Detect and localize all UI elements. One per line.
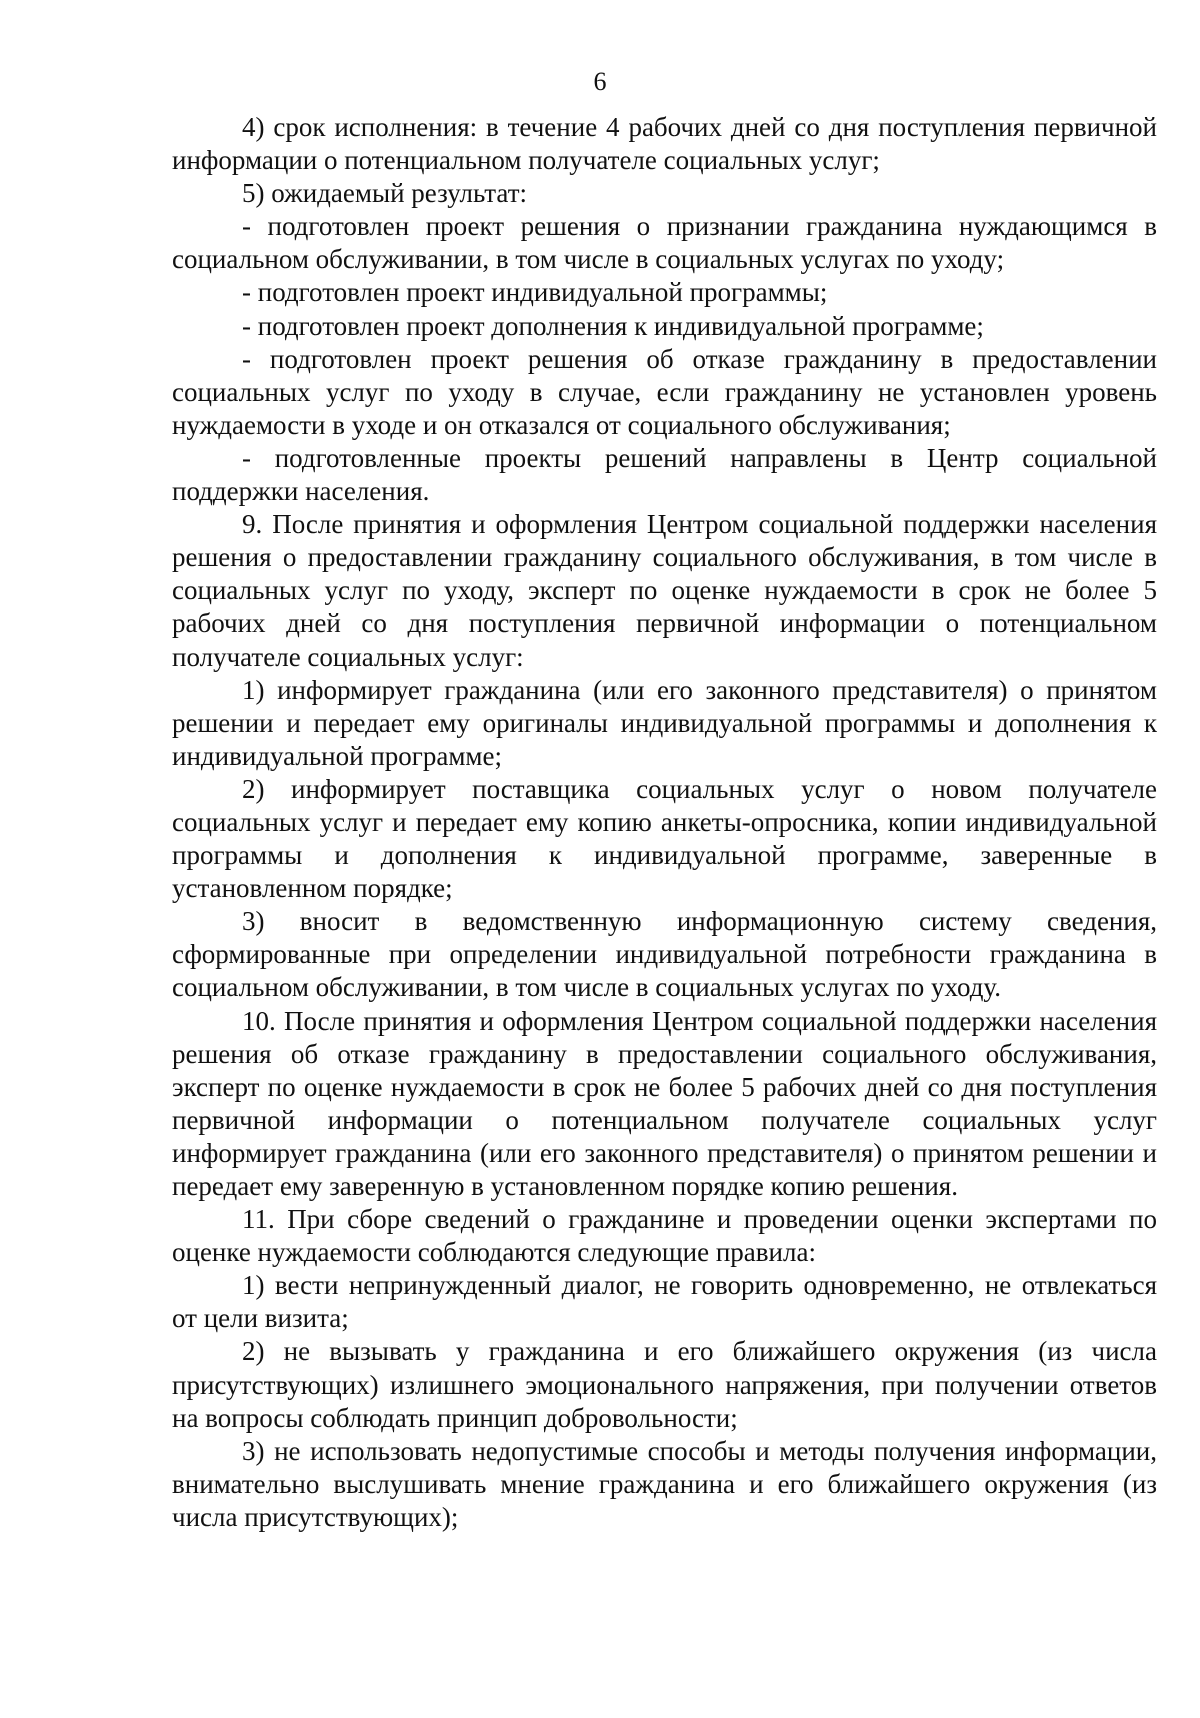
paragraph-result-sent-to-center: - подготовленные проекты решений направлены в Центр социальной поддержки населения. — [172, 442, 1157, 507]
paragraph-item-4-deadline: 4) срок исполнения: в течение 4 рабочих дней со дня поступления первичной информации о потенциальном получателе социальных услуг; — [172, 112, 1157, 176]
paragraph-section-9: 9. После принятия и оформления Центром социальной поддержки населения решения о предоставлении гражданину социального обслуживания, в том числе в социальных услуг по уходу, эксперт по оценке нуждаемости в срок не более 5 рабочих дней со дня поступления первичной информации о потенциальном получателе социальных услуг: — [172, 509, 1157, 672]
paragraph-section-10: 10. После принятия и оформления Центром социальной поддержки населения решения об отказе гражданину в предоставлении социального обслуживания, эксперт по оценке нуждаемости в срок не более 5 рабочих дней со дня поступления первичной информации о потенциальном получателе социальных услуг информирует гражданина (или его законного представителя) о принятом решении и передает ему заверенную в установленном порядке копию решения. — [172, 1005, 1157, 1201]
paragraph-section-11-item-3: 3) не использовать недопустимые способы и методы получения информации, внимательно выслушивать мнение гражданина и его ближайшего окружения (из числа присутствующих); — [172, 1435, 1157, 1532]
document-body — [172, 111, 1157, 1534]
paragraph-result-program-supplement: - подготовлен проект дополнения к индивидуальной программе; — [242, 310, 984, 341]
paragraph-section-9-item-1: 1) информирует гражданина (или его законного представителя) о принятом решении и передает ему оригиналы индивидуальной программы и дополнения к индивидуальной программе; — [172, 674, 1157, 771]
paragraph-section-11: 11. При сборе сведений о гражданине и проведении оценки экспертами по оценке нуждаемости соблюдаются следующие правила: — [172, 1204, 1157, 1268]
paragraph-section-11-item-2: 2) не вызывать у гражданина и его ближайшего окружения (из числа присутствующих) излишнего эмоционального напряжения, при получении ответов на вопросы соблюдать принцип добровольности; — [172, 1336, 1157, 1433]
paragraph-section-9-item-3: 3) вносит в ведомственную информационную систему сведения, сформированные при определении индивидуальной потребности гражданина в социальном обслуживании, в том числе в социальных услугах по уходу. — [172, 906, 1157, 1003]
paragraph-section-9-item-2: 2) информирует поставщика социальных услуг о новом получателе социальных услуг и передает ему копию анкеты-опросника, копии индивидуальной программы и дополнения к индивидуальной программе, заверенные в установленном порядке; — [172, 773, 1157, 904]
paragraph-result-refusal-draft: - подготовлен проект решения об отказе гражданину в предоставлении социальных услуг по уходу в случае, если гражданину не установлен уровень нуждаемости в уходе и он отказался от социального обслуживания; — [172, 343, 1157, 440]
page-number: 6 — [593, 67, 607, 96]
paragraph-section-11-item-1: 1) вести непринужденный диалог, не говорить одновременно, не отвлекаться от цели визита; — [172, 1270, 1157, 1334]
paragraph-item-5-expected-result: 5) ожидаемый результат: — [242, 178, 528, 209]
paragraph-result-program-draft: - подготовлен проект индивидуальной программы; — [242, 277, 828, 308]
paragraph-result-decision-draft: - подготовлен проект решения о признании гражданина нуждающимся в социальном обслуживании, в том числе в социальных услугах по уходу; — [172, 211, 1157, 275]
